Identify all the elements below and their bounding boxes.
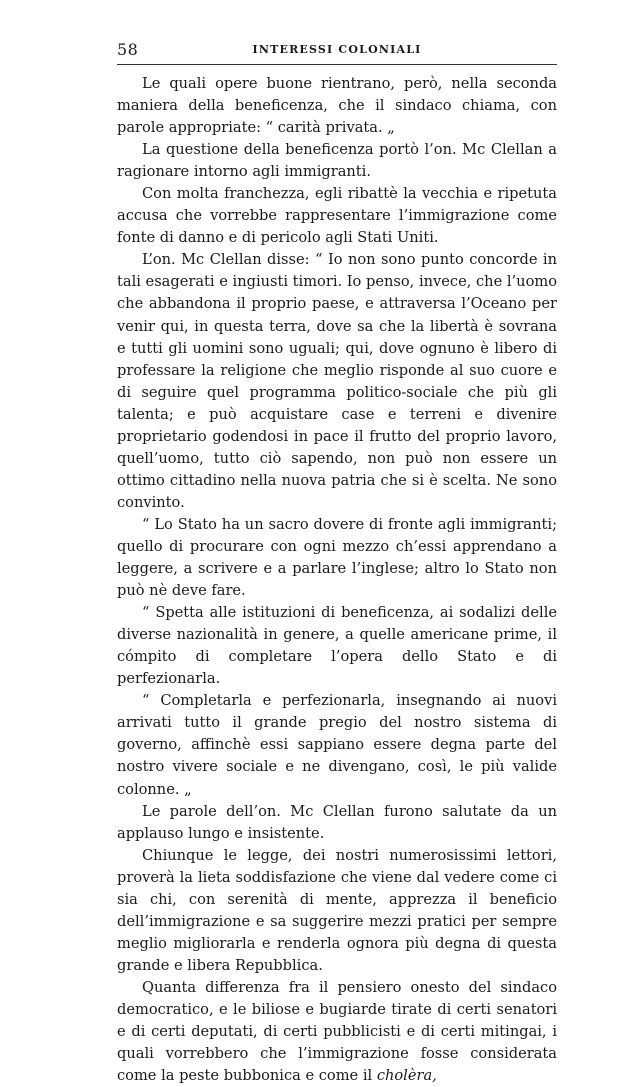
- italic-word: cholèra,: [376, 1067, 437, 1085]
- running-title: INTERESSI COLONIALI: [252, 43, 422, 56]
- page-number: 58: [117, 40, 139, 59]
- paragraph: “ Lo Stato ha un sacro dovere di fronte agli immigranti; quello di procurare con ogni mezzo ch’essi apprendano a leggere, a scrivere e a parlare l’inglese; altro lo Stato non può nè deve fare.: [117, 515, 557, 600]
- paragraph: Le quali opere buone rientrano, però, nella seconda maniera della beneficenza, che il sindaco chiama, con parole appropriate: “ carità privata. „: [117, 75, 557, 137]
- paragraph-last: [117, 977, 557, 1087]
- paragraph: “ Spetta alle istituzioni di beneficenza, ai sodalizi delle diverse nazionalità in genere, a quelle americane prime, il cómpito di completare l’opera dello Stato e di perfezionarla.: [117, 604, 557, 688]
- header-rule: [117, 64, 557, 65]
- paragraph: La questione della beneficenza portò l’on. Mc Clellan a ragionare intorno agli immigranti.: [117, 141, 557, 181]
- body-text: [117, 73, 557, 1087]
- paragraph: Le parole dell’on. Mc Clellan furono salutate da un applauso lungo e insistente.: [117, 802, 557, 842]
- paragraph: Chiunque le legge, dei nostri numerosissimi lettori, proverà la lieta soddisfazione che viene dal vedere come ci sia chi, con serenità di mente, apprezza il beneficio dell’immigrazione e sa suggerire mezzi pratici per sempre meglio migliorarla e renderla ognora più degna di questa grande e libera Repubblica.: [117, 846, 557, 974]
- paragraph: L’on. Mc Clellan disse: “ Io non sono punto concorde in tali esagerati e ingiusti timori. Io penso, invece, che l’uomo che abbandona il proprio paese, e attraversa l’Oceano per venir qui, in questa terra, dove sa che la libertà è sovrana e tutti gli uomini sono uguali; qui, dove ognuno è libero di professare la religione che meglio risponde al suo cuore e di seguire quel programma politico-sociale che più gli talenta; e può acquistare case e terreni e divenire proprietario godendosi in pace il frutto del proprio lavoro, quell’uomo, tutto ciò sapendo, non può non essere un ottimo cittadino nella nuova patria che si è scelta. Ne sono convinto.: [117, 251, 557, 511]
- paragraph-text: Quanta differenza fra il pensiero onesto del sindaco democratico, e le biliose e bugiarde tirate di certi senatori e di certi deputati, di certi pubblicisti e di certi mitingai, i quali vorrebbero che l’immigrazione fosse considerata come la peste bubbonica e come il: [117, 978, 557, 1085]
- running-head: [117, 40, 557, 62]
- paragraph: Con molta franchezza, egli ribattè la vecchia e ripetuta accusa che vorrebbe rappresentare l’immigrazione come fonte di danno e di pericolo agli Stati Uniti.: [117, 185, 557, 247]
- paragraph: “ Completarla e perfezionarla, insegnando ai nuovi arrivati tutto il grande pregio del nostro sistema di governo, affinchè essi sappiano essere degna parte del nostro vivere sociale e ne divengano, così, le più valide colonne. „: [117, 692, 557, 798]
